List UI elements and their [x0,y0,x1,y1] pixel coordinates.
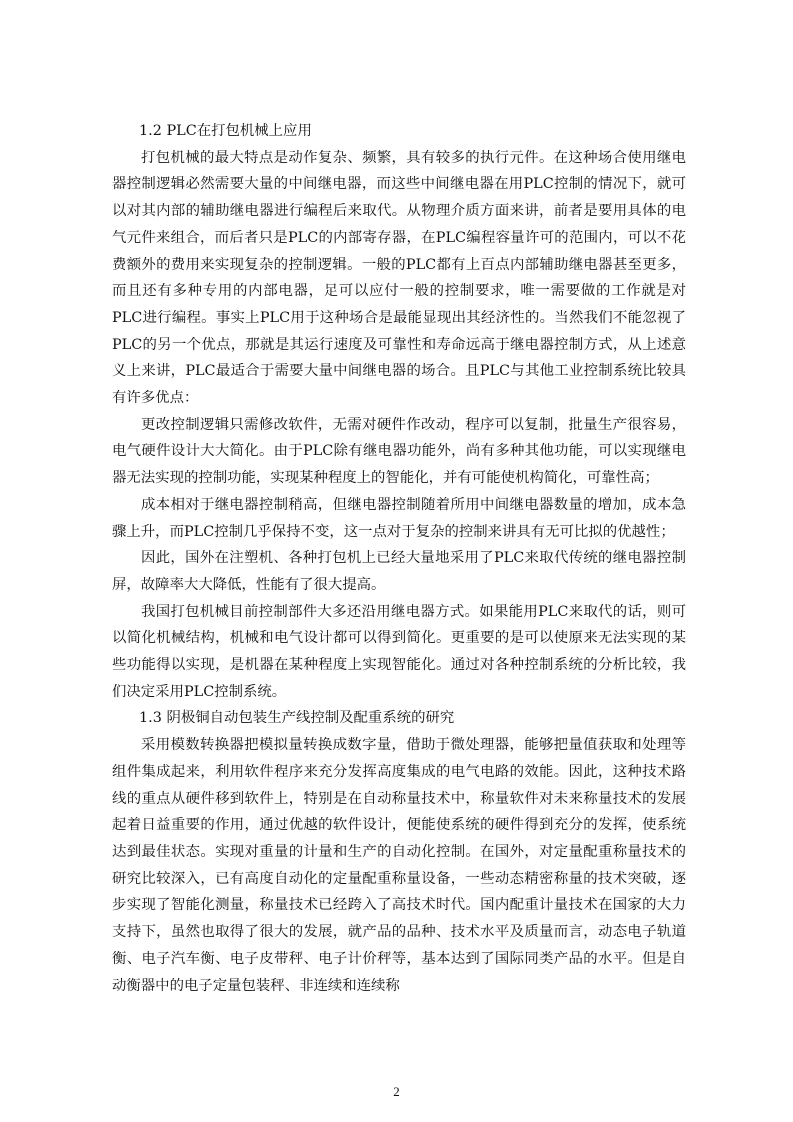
section-heading-1-2: 1.2 PLC在打包机械上应用 [139,123,312,139]
paragraph: 成本相对于继电器控制稍高，但继电器控制随着所用中间继电器数量的增加，成本急骤上升，而PLC控制几乎保持不变，这一点对于复杂的控制来讲具有无可比拟的优越性； [112,496,686,540]
section-heading-1-3: 1.3 阴极铜自动包装生产线控制及配重系统的研究 [139,710,455,727]
paragraph: 我国打包机械目前控制部件大多还沿用继电器方式。如果能用PLC来取代的话，则可以简化机械结构，机械和电气设计都可以得到简化。更重要的是可以使原来无法实现的某些功能得以实现，是机器在某种程度上实现智能化。通过对各种控制系统的分析比较，我们决定采用PLC控制系统。 [112,603,686,700]
document-body [112,118,686,999]
page-number: 2 [393,1084,400,1099]
paragraph: 打包机械的最大特点是动作复杂、频繁，具有较多的执行元件。在这种场合使用继电器控制逻辑必然需要大量的中间继电器，而这些中间继电器在用PLC控制的情况下，就可以对其内部的辅助继电器进行编程后来取代。从物理介质方面来讲，前者是要用具体的电气元件来组合，而后者只是PLC的内部寄存器，在PLC编程容量许可的范围内，可以不花费额外的费用来实现复杂的控制逻辑。一般的PLC都有上百点内部辅助继电器甚至更多，而且还有多种专用的内部电器，足可以应付一般的控制要求，唯一需要做的工作就是对PLC进行编程。事实上PLC用于这种场合是最能显现出其经济性的。当然我们不能忽视了PLC的另一个优点，那就是其运行速度及可靠性和寿命远高于继电器控制方式，从上述意义上来讲，PLC最适合于需要大量中间继电器的场合。且PLC与其他工业控制系统比较具有许多优点： [112,149,686,407]
paragraph: 更改控制逻辑只需修改软件，无需对硬件作改动，程序可以复制，批量生产很容易，电气硬件设计大大简化。由于PLC除有继电器功能外，尚有多种其他功能，可以实现继电器无法实现的控制功能，实现某种程度上的智能化，并有可能使机构简化，可靠性高； [112,416,686,487]
paragraph: 因此，国外在注塑机、各种打包机上已经大量地采用了PLC来取代传统的继电器控制屏，故障率大大降低，性能有了很大提高。 [112,550,686,593]
paragraph: 采用模数转换器把模拟量转换成数字量，借助于微处理器，能够把量值获取和处理等组件集成起来，利用软件程序来充分发挥高度集成的电气电路的效能。因此，这种技术路线的重点从硬件移到软件上，特别是在自动称量技术中，称量软件对未来称量技术的发展起着日益重要的作用，通过优越的软件设计，便能使系统的硬件得到充分的发挥，使系统达到最佳状态。实现对重量的计量和生产的自动化控制。在国外，对定量配重称量技术的研究比较深入，已有高度自动化的定量配重称量设备，一些动态精密称量的技术突破，逐步实现了智能化测量，称量技术已经跨入了高技术时代。国内配重计量技术在国家的大力支持下，虽然也取得了很大的发展，就产品的品种、技术水平及质量而言，动态电子轨道衡、电子汽车衡、电子皮带秤、电子计价秤等，基本达到了国际同类产品的水平。但是自动衡器中的电子定量包装秤、非连续和连续称 [112,737,686,994]
